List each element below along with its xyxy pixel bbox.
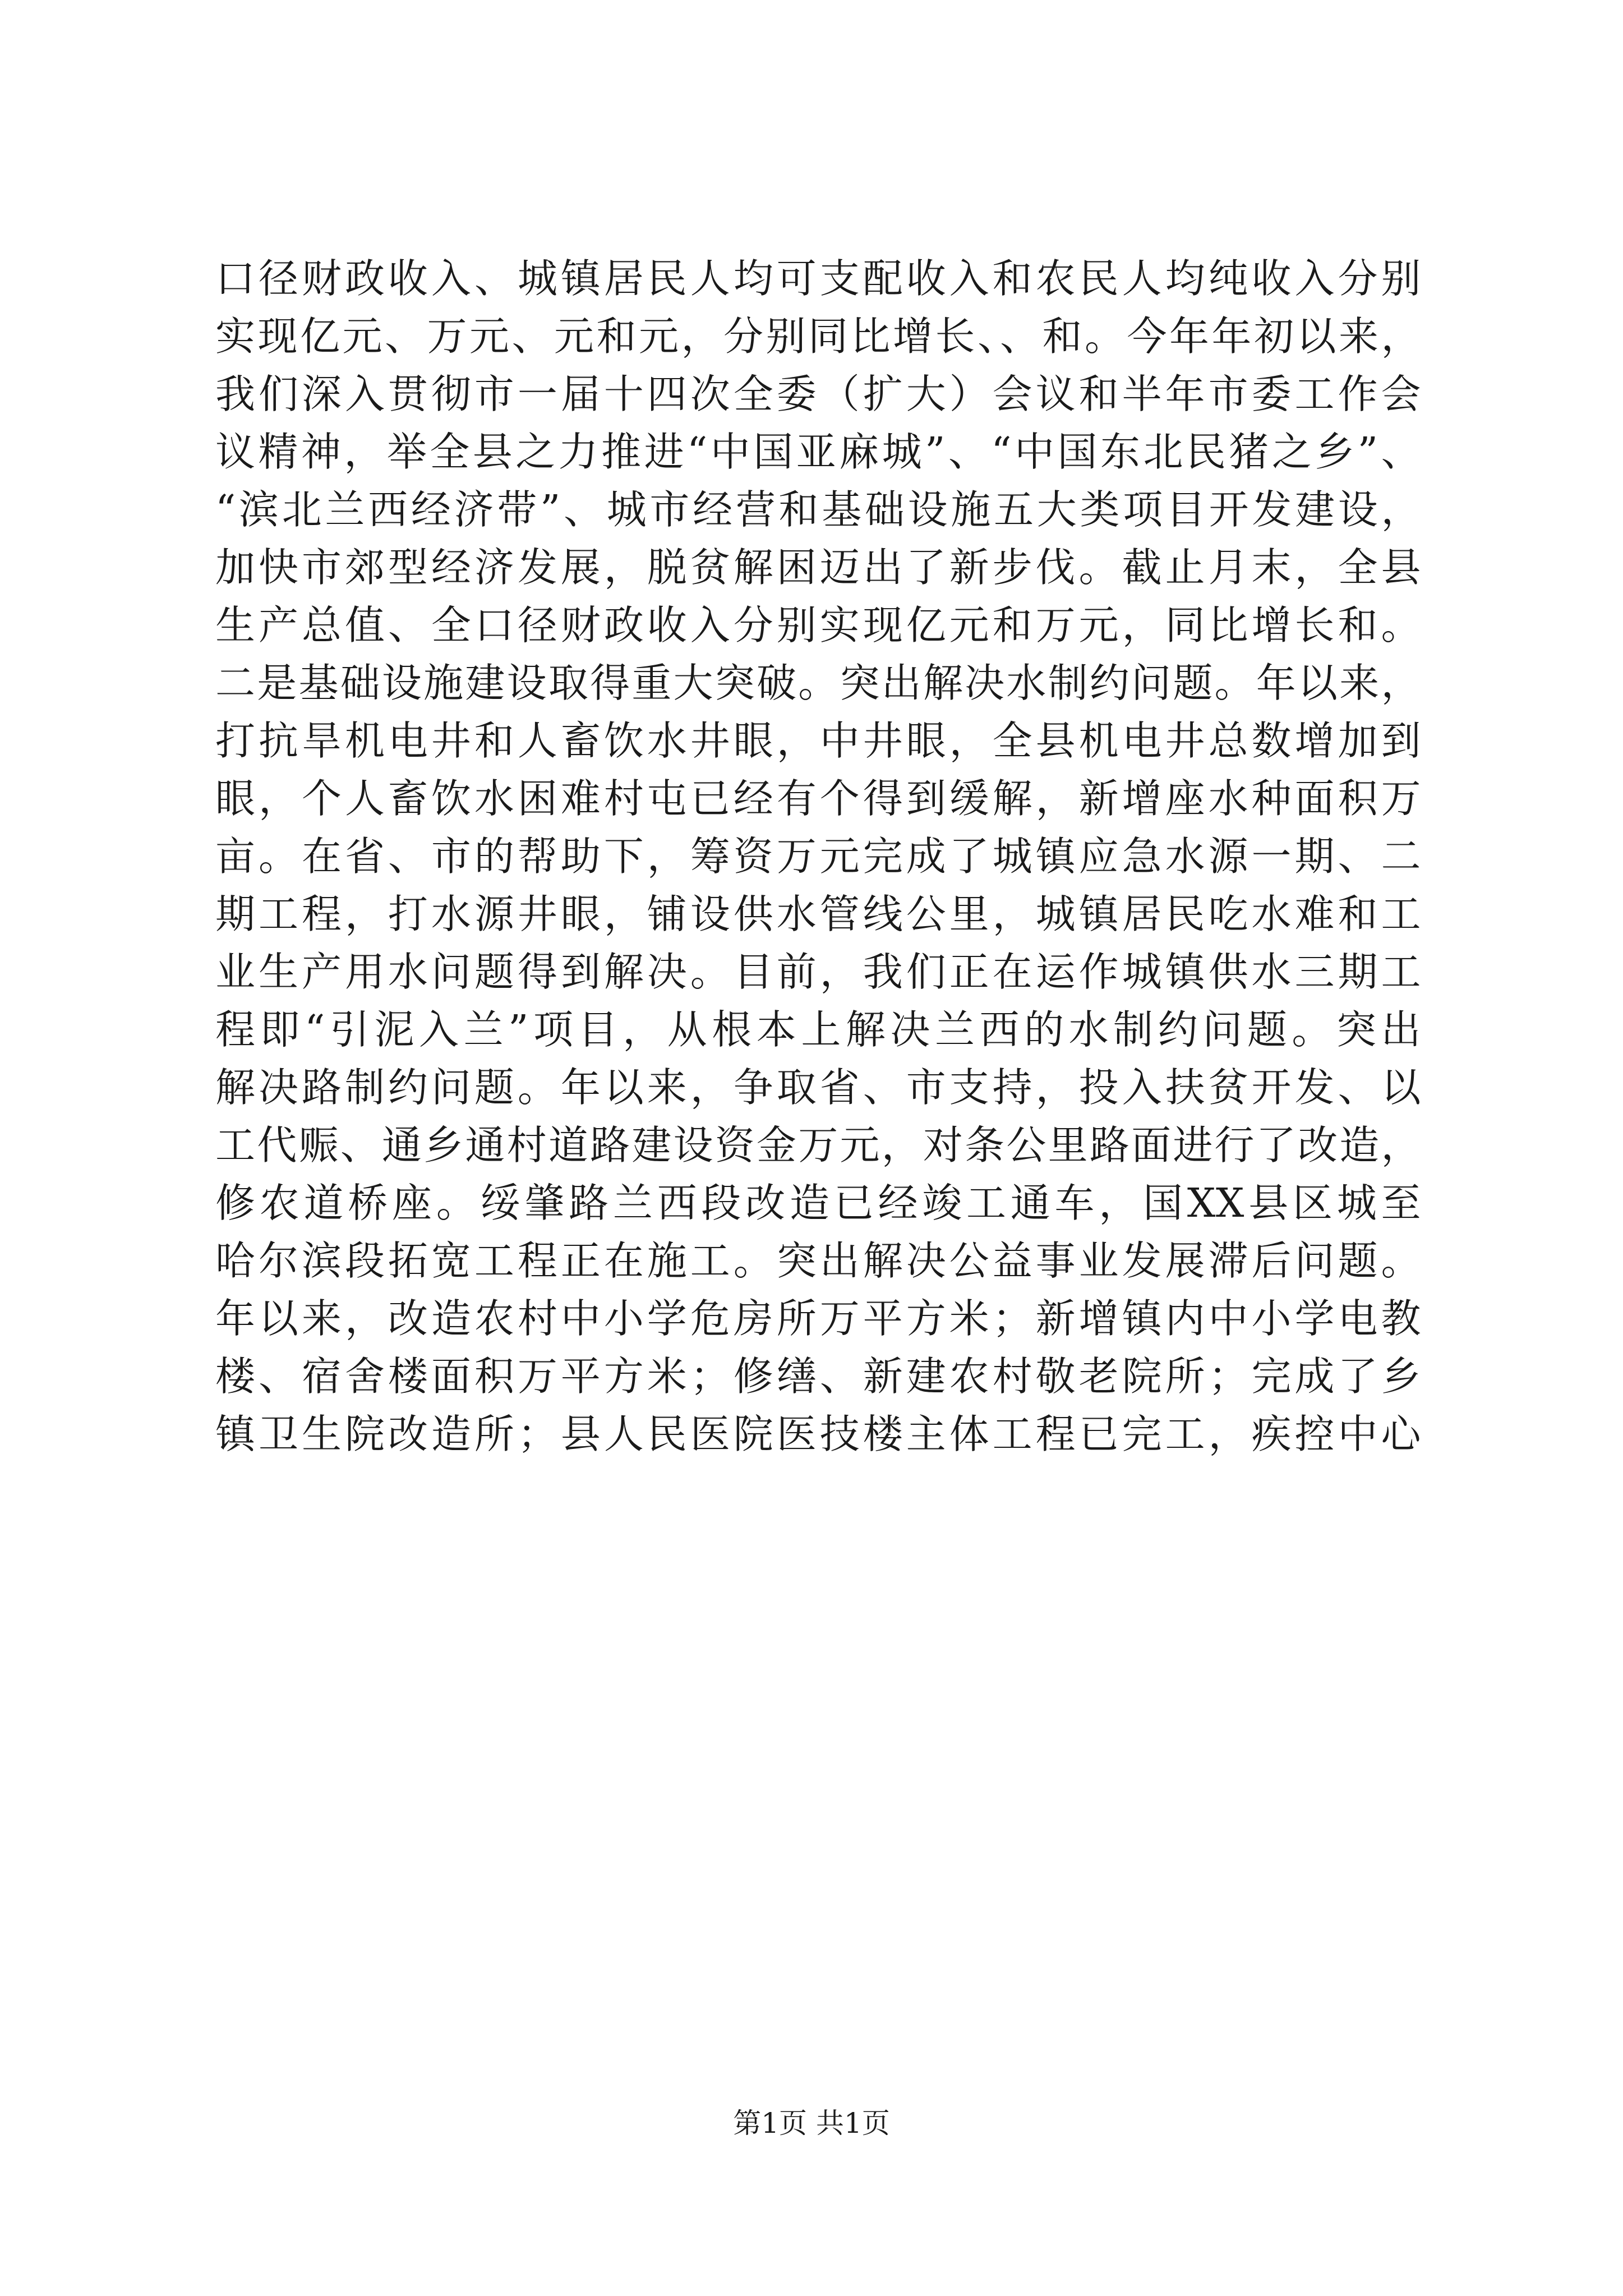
page-footer: 第1页 共1页: [733, 2107, 890, 2139]
text-line: 二是基础设施建设取得重大突破。突出解决水制约问题。年以来，: [215, 660, 1421, 706]
text-line: 业生产用水问题得到解决。目前，我们正在运作城镇供水三期工: [215, 949, 1421, 995]
text-line: 实现亿元、万元、元和元，分别同比增长、、和。今年年初以来，: [215, 313, 1421, 360]
text-line: 口径财政收入、城镇居民人均可支配收入和农民人均纯收入分别: [215, 255, 1421, 302]
body-paragraph: [215, 250, 1421, 1463]
text-line: 加快市郊型经济发展，脱贫解困迈出了新步伐。截止月末，全县: [215, 544, 1421, 591]
text-line: 生产总值、全口径财政收入分别实现亿元和万元，同比增长和。: [215, 602, 1421, 648]
text-line: 程即“引泥入兰”项目，从根本上解决兰西的水制约问题。突出: [215, 1006, 1421, 1053]
text-line: 期工程，打水源井眼，铺设供水管线公里，城镇居民吃水难和工: [215, 891, 1421, 937]
text-line: 镇卫生院改造所；县人民医院医技楼主体工程已完工，疾控中心: [215, 1411, 1421, 1457]
text-line: 亩。在省、市的帮助下，筹资万元完成了城镇应急水源一期、二: [215, 833, 1421, 880]
text-line: 年以来，改造农村中小学危房所万平方米；新增镇内中小学电教: [215, 1295, 1421, 1342]
text-line: 修农道桥座。绥肇路兰西段改造已经竣工通车，国XX县区城至: [215, 1180, 1421, 1226]
text-line: 我们深入贯彻市一届十四次全委（扩大）会议和半年市委工作会: [215, 371, 1421, 417]
text-line: 眼，个人畜饮水困难村屯已经有个得到缓解，新增座水种面积万: [215, 775, 1421, 822]
text-line: 工代赈、通乡通村道路建设资金万元，对条公里路面进行了改造，: [215, 1122, 1421, 1168]
text-line: 楼、宿舍楼面积万平方米；修缮、新建农村敬老院所；完成了乡: [215, 1353, 1421, 1400]
text-line: 议精神，举全县之力推进“中国亚麻城”、“中国东北民猪之乡”、: [215, 429, 1421, 475]
text-line: 打抗旱机电井和人畜饮水井眼，中井眼，全县机电井总数增加到: [215, 717, 1421, 764]
text-line: 哈尔滨段拓宽工程正在施工。突出解决公益事业发展滞后问题。: [215, 1237, 1421, 1284]
text-line: 解决路制约问题。年以来，争取省、市支持，投入扶贫开发、以: [215, 1064, 1421, 1111]
text-line: “滨北兰西经济带”、城市经营和基础设施五大类项目开发建设，: [215, 486, 1421, 533]
